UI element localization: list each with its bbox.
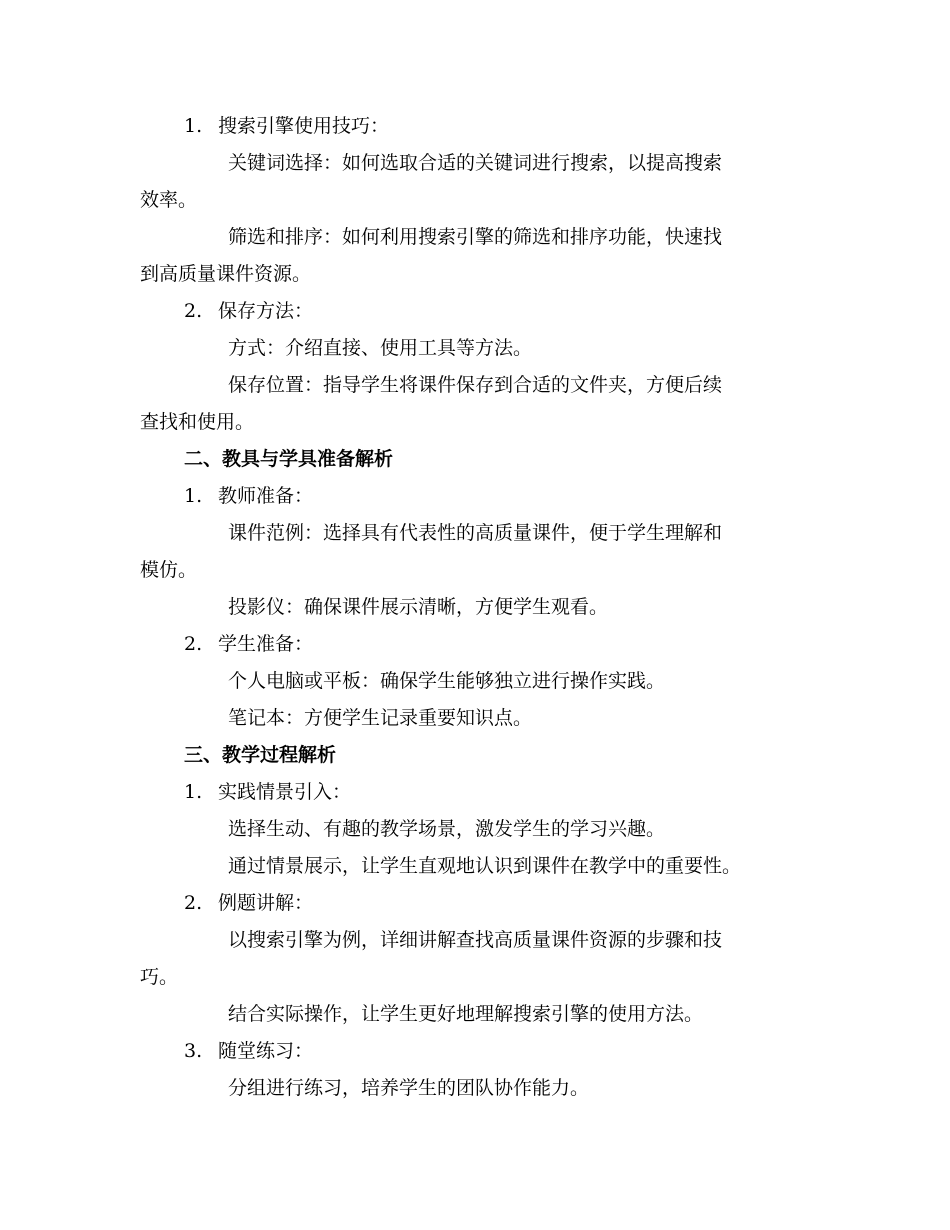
list-number: 2. xyxy=(184,892,203,914)
list-title: 实践情景引入： xyxy=(218,781,352,803)
list-item-2-title xyxy=(184,299,313,323)
paragraph-line: 以搜索引擎为例，详细讲解查找高质量课件资源的步骤和技 xyxy=(228,929,723,951)
paragraph-line: 关键词选择：如何选取合适的关键词进行搜索，以提高搜索 xyxy=(228,152,723,174)
paragraph-line: 个人电脑或平板：确保学生能够独立进行操作实践。 xyxy=(228,670,666,692)
list-number: 2. xyxy=(184,633,203,655)
paragraph-line: 到高质量课件资源。 xyxy=(140,263,312,285)
paragraph-line: 方式：介绍直接、使用工具等方法。 xyxy=(228,337,533,359)
list-title: 搜索引擎使用技巧： xyxy=(218,115,390,137)
section-heading: 三、教学过程解析 xyxy=(184,744,337,766)
list-number: 1. xyxy=(184,115,203,137)
list-item-1-title xyxy=(184,780,351,804)
list-item-3-title xyxy=(184,1039,313,1063)
paragraph-line: 查找和使用。 xyxy=(140,411,255,433)
paragraph-line: 巧。 xyxy=(140,966,179,988)
list-item-2-title xyxy=(184,891,313,915)
section-heading: 二、教具与学具准备解析 xyxy=(184,448,394,470)
list-item-1-title xyxy=(184,484,313,508)
paragraph-line: 选择生动、有趣的教学场景，激发学生的学习兴趣。 xyxy=(228,818,666,840)
list-title: 随堂练习： xyxy=(218,1040,314,1062)
list-title: 例题讲解： xyxy=(218,892,314,914)
paragraph-line: 通过情景展示，让学生直观地认识到课件在教学中的重要性。 xyxy=(228,855,742,877)
list-title: 保存方法： xyxy=(218,300,314,322)
paragraph-line: 课件范例：选择具有代表性的高质量课件，便于学生理解和 xyxy=(228,522,723,544)
paragraph-line: 分组进行练习，培养学生的团队协作能力。 xyxy=(228,1077,590,1099)
paragraph-line: 筛选和排序：如何利用搜索引擎的筛选和排序功能，快速找 xyxy=(228,226,723,248)
list-title: 学生准备： xyxy=(218,633,314,655)
paragraph-line: 投影仪：确保课件展示清晰，方便学生观看。 xyxy=(228,596,609,618)
list-title: 教师准备： xyxy=(218,485,314,507)
paragraph-line: 结合实际操作，让学生更好地理解搜索引擎的使用方法。 xyxy=(228,1003,704,1025)
list-item-1-title xyxy=(184,114,389,138)
list-item-2-title xyxy=(184,632,313,656)
list-number: 1. xyxy=(184,485,203,507)
list-number: 2. xyxy=(184,300,203,322)
paragraph-line: 效率。 xyxy=(140,189,198,211)
paragraph-line: 模仿。 xyxy=(140,559,198,581)
list-number: 1. xyxy=(184,781,203,803)
list-number: 3. xyxy=(184,1040,203,1062)
paragraph-line: 笔记本：方便学生记录重要知识点。 xyxy=(228,707,533,729)
paragraph-line: 保存位置：指导学生将课件保存到合适的文件夹，方便后续 xyxy=(228,374,723,396)
